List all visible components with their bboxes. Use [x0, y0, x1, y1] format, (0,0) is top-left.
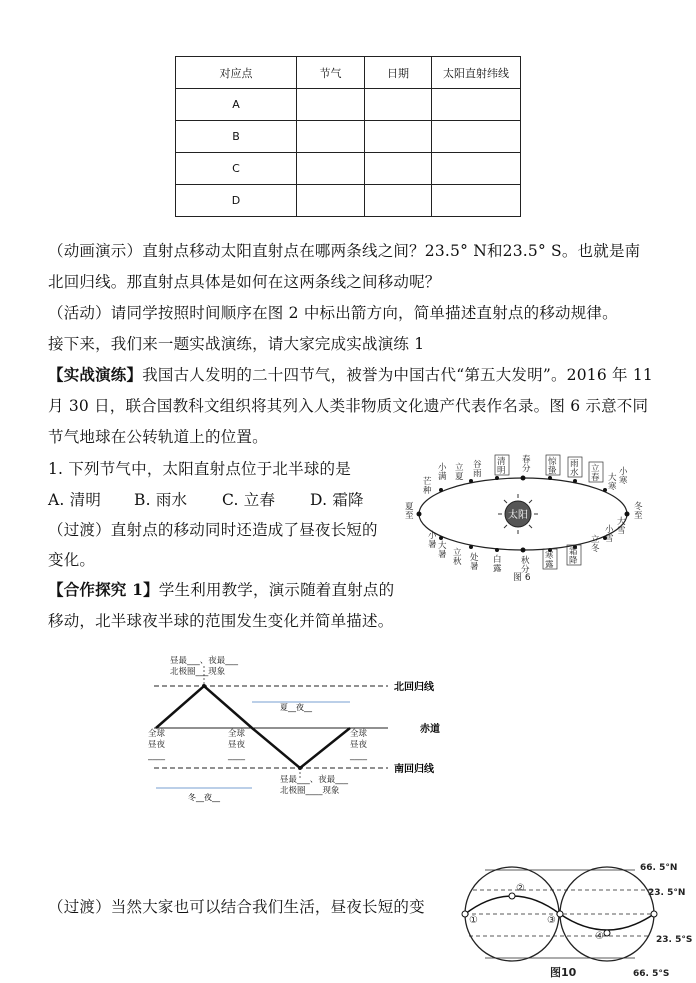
paragraph-animation-2: 北回归线。那直射点具体是如何在这两条线之间移动呢？: [48, 273, 441, 291]
sun-icon: [498, 494, 538, 534]
term-mangzhong: 芒: [423, 477, 432, 487]
table-cell: [432, 121, 521, 153]
paragraph-practice-2: 月 30 日，联合国教科文组织将其列入人类非物质文化遗产代表作名录。图 6 示意不同: [48, 397, 649, 415]
paragraph-coop-1: [48, 580, 394, 600]
lat-235n-label: 23. 5°N: [648, 888, 686, 898]
svg-text:种: 种: [423, 486, 432, 496]
svg-text:暑: 暑: [438, 550, 447, 560]
table-row: [176, 89, 521, 121]
paragraph-transition-3: （过渡）当然大家也可以结合我们生活，昼夜长短的变: [48, 898, 425, 916]
term-qiufen: 秋: [521, 556, 530, 566]
table-cell: [432, 153, 521, 185]
marker-4: ④: [595, 931, 604, 942]
global-blank-2: ____: [228, 751, 245, 761]
svg-text:至: 至: [405, 511, 414, 521]
paragraph-coop-2: 移动，北半球夜半球的范围发生变化并简单描述。: [48, 612, 394, 630]
correspondence-table: [175, 56, 521, 217]
table-cell: [432, 89, 521, 121]
paragraph-transition-2: 变化。: [48, 551, 96, 569]
term-yushui: 雨: [570, 459, 579, 469]
north-tropic-label: 北回归线: [394, 682, 434, 693]
coop-text: 学生利用教学，演示随着直射点的: [158, 581, 395, 599]
global-label-2b: 昼夜: [228, 740, 246, 750]
svg-text:冬: 冬: [591, 544, 600, 554]
svg-text:分: 分: [521, 565, 530, 575]
global-blank-1: ____: [148, 751, 165, 761]
term-shuangjiang: 霜: [569, 547, 578, 557]
lat-235s-label: 23. 5°S: [656, 935, 693, 945]
term-qingming: 清: [497, 457, 506, 467]
term-jingzhe: 惊: [548, 457, 557, 467]
svg-text:寒: 寒: [619, 476, 628, 486]
practice-text: 我国古人发明的二十四节气，被誉为中国古代“第五大发明”。2016 年 11: [142, 366, 653, 384]
svg-text:秋: 秋: [453, 557, 462, 567]
term-chushu: 处: [470, 553, 479, 563]
orbit-figure: [405, 452, 695, 584]
paragraph-practice-3: 节气地球在公转轨道上的位置。: [48, 428, 268, 446]
table-cell: D: [176, 185, 297, 217]
svg-text:蛰: 蛰: [548, 466, 557, 476]
top-label-2: 北极圈___现象: [170, 667, 226, 677]
practice-tag: 【实战演练】: [48, 365, 143, 384]
svg-text:暑: 暑: [470, 562, 479, 572]
table-cell: A: [176, 89, 297, 121]
hemisphere-figure: [455, 858, 695, 980]
paragraph-activity: （活动）请同学按照时间顺序在图 2 中标出箭方向，简单描述直射点的移动规律。: [48, 304, 618, 322]
term-dahan: 大: [608, 473, 617, 483]
question-1-options: [48, 490, 364, 510]
svg-text:雪: 雪: [617, 526, 626, 536]
global-label-1a: 全球: [148, 729, 166, 739]
term-lichun: 立: [591, 464, 600, 474]
paragraph-practice-1: [48, 365, 653, 385]
term-xiaoman: 小: [438, 463, 447, 473]
question-1: 1. 下列节气中，太阳直射点位于北半球的是: [48, 460, 351, 478]
svg-text:露: 露: [493, 564, 502, 574]
table-cell: [432, 185, 521, 217]
table-row: [176, 185, 521, 217]
table-cell: [365, 153, 432, 185]
svg-text:分: 分: [522, 464, 531, 474]
table-row: [176, 121, 521, 153]
svg-text:寒: 寒: [608, 482, 617, 492]
term-lixia: 立: [455, 463, 464, 473]
lat-665n-label: 66. 5°N: [640, 863, 678, 873]
table-cell: [297, 89, 365, 121]
table-cell: B: [176, 121, 297, 153]
table-cell: [365, 185, 432, 217]
term-dashu: 大: [438, 541, 447, 551]
table-row: [176, 153, 521, 185]
term-xiazhi: 夏: [405, 502, 414, 512]
bottom-span-label: 冬__夜__: [188, 793, 220, 802]
top-span-label: 夏__夜__: [280, 703, 312, 712]
coop-tag: 【合作探究 1】: [48, 580, 159, 599]
term-guyu: 谷: [473, 460, 482, 470]
table-cell: [297, 153, 365, 185]
term-chunfen: 春: [522, 455, 531, 465]
global-label-1b: 昼夜: [148, 740, 166, 750]
svg-text:降: 降: [569, 556, 578, 566]
term-bailu: 白: [493, 555, 502, 565]
bottom-label-1: 昼最___、夜最___: [280, 775, 349, 785]
paragraph-animation-1: （动画演示）直射点移动太阳直射点在哪两条线之间？23.5° N和23.5° S。也就是南: [48, 242, 641, 260]
term-xiaoxue: 小: [605, 525, 614, 535]
header-solar-term: 节气: [297, 57, 365, 89]
south-tropic-label: 南回归线: [394, 764, 434, 775]
table-cell: [365, 89, 432, 121]
lat-665s-label: 66. 5°S: [633, 969, 670, 979]
global-label-3a: 全球: [350, 729, 368, 739]
option-b[interactable]: B. 雨水: [134, 491, 188, 509]
header-latitude: 太阳直射纬线: [432, 57, 521, 89]
fig6-caption: 图 6: [513, 573, 531, 583]
bottom-label-2: 北极圈____现象: [280, 786, 340, 796]
term-xiaoshu: 小: [428, 531, 437, 541]
option-a[interactable]: A. 清明: [48, 491, 102, 509]
marker-3: ③: [547, 915, 556, 926]
term-lidong: 立: [591, 535, 600, 545]
svg-text:暑: 暑: [428, 540, 437, 550]
paragraph-transition-1: （过渡）直射点的移动同时还造成了昼夜长短的: [48, 521, 378, 539]
term-hanlu: 寒: [545, 551, 554, 561]
marker-2: ②: [516, 883, 525, 894]
global-label-2a: 全球: [228, 729, 246, 739]
svg-text:满: 满: [438, 472, 447, 482]
table-cell: [297, 121, 365, 153]
svg-text:明: 明: [497, 466, 506, 476]
svg-text:至: 至: [634, 511, 643, 521]
table-cell: [297, 185, 365, 217]
svg-text:雨: 雨: [473, 469, 482, 479]
equator-label: 赤道: [420, 724, 440, 735]
term-daxue: 大: [617, 517, 626, 527]
direct-point-path: [156, 686, 350, 768]
svg-text:露: 露: [545, 560, 554, 570]
paragraph-next: 接下来，我们来一题实战演练，请大家完成实战演练 1: [48, 335, 425, 353]
table-cell: [365, 121, 432, 153]
svg-text:雪: 雪: [605, 534, 614, 544]
table-cell: C: [176, 153, 297, 185]
global-blank-3: ____: [350, 751, 367, 761]
top-label-1: 昼最___、夜最___: [170, 656, 239, 666]
svg-text:水: 水: [570, 468, 579, 478]
term-dongzhi: 冬: [634, 502, 643, 512]
header-point: 对应点: [176, 57, 297, 89]
option-d[interactable]: D. 霜降: [310, 491, 364, 509]
header-date: 日期: [365, 57, 432, 89]
wave-figure: [148, 652, 458, 814]
svg-text:春: 春: [591, 473, 600, 483]
sun-label: 太阳: [508, 510, 528, 521]
term-xiaohan: 小: [619, 467, 628, 477]
fig10-caption: 图10: [550, 966, 577, 979]
option-c[interactable]: C. 立春: [222, 491, 276, 509]
term-liqiu: 立: [453, 548, 462, 558]
global-label-3b: 昼夜: [350, 740, 368, 750]
marker-1: ①: [469, 915, 478, 926]
svg-text:夏: 夏: [455, 472, 464, 482]
